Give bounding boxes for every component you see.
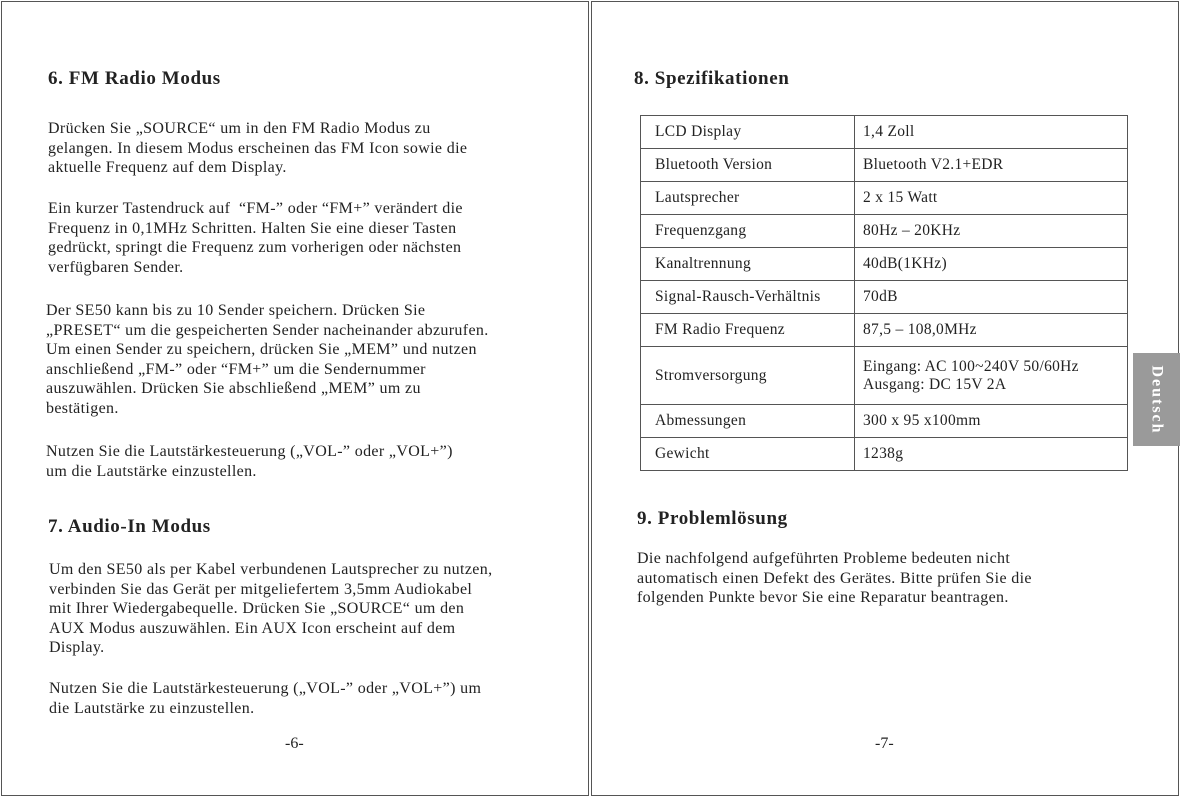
- section-9-heading: 9. Problemlösung: [637, 508, 788, 529]
- table-row: [641, 248, 1128, 281]
- section-6-paragraph-2: [48, 199, 463, 277]
- table-row: [641, 438, 1128, 471]
- spec-value-line: 87,5 – 108,0MHz: [863, 321, 977, 338]
- text-line: verbinden Sie das Gerät per mitgeliefertem 3,5mm Audiokabel: [49, 580, 473, 598]
- section-6-paragraph-1: [48, 119, 467, 178]
- spec-value-line: Ausgang: DC 15V 2A: [863, 375, 1007, 393]
- text-line: verfügbaren Sender.: [48, 258, 184, 276]
- table-row: [641, 281, 1128, 314]
- section-6-paragraph-4: [46, 442, 453, 481]
- section-7-heading: 7. Audio-In Modus: [48, 516, 211, 537]
- spec-value-line: 40dB(1KHz): [863, 255, 947, 272]
- left-page: [1, 1, 589, 796]
- section-8-heading: 8. Spezifikationen: [634, 68, 790, 89]
- spec-value: [855, 314, 1128, 347]
- spec-value: [855, 438, 1128, 471]
- page-number: -6-: [285, 735, 304, 752]
- text-line: Um einen Sender zu speichern, drücken Sie „MEM” und nutzen: [46, 341, 477, 358]
- spec-label: Frequenzgang: [641, 215, 855, 248]
- spec-value-line: 1238g: [863, 445, 904, 462]
- text-line: Nutzen Sie die Lautstärkesteuerung („VOL-” oder „VOL+”): [46, 443, 453, 460]
- text-line: „PRESET“ um die gespeicherten Sender nacheinander abzurufen.: [46, 321, 489, 339]
- text-line: AUX Modus auszuwählen. Ein AUX Icon erscheint auf dem: [49, 619, 456, 637]
- spec-value-line: 300 x 95 x100mm: [863, 412, 981, 429]
- spec-label: LCD Display: [641, 116, 855, 149]
- spec-value-line: Bluetooth V2.1+EDR: [863, 156, 1004, 173]
- spec-value: [855, 405, 1128, 438]
- table-row: [641, 347, 1128, 405]
- spec-value: [855, 281, 1128, 314]
- text-line: anschließend „FM-” oder “FM+” um die Sendernummer: [46, 360, 426, 378]
- text-line: folgenden Punkte bevor Sie eine Reparatur beantragen.: [637, 589, 1009, 606]
- text-line: Ein kurzer Tastendruck auf “FM-” oder “FM+” verändert die: [48, 200, 463, 217]
- spec-label: Bluetooth Version: [641, 149, 855, 182]
- text-line: Drücken Sie „SOURCE“ um in den FM Radio Modus zu: [48, 120, 431, 137]
- section-6-heading: 6. FM Radio Modus: [48, 68, 221, 89]
- spec-label: Abmessungen: [641, 405, 855, 438]
- language-tab: [1133, 353, 1180, 446]
- table-row: [641, 182, 1128, 215]
- text-line: Um den SE50 als per Kabel verbundenen Lautsprecher zu nutzen,: [49, 561, 493, 578]
- page-number: -7-: [875, 735, 894, 752]
- table-row: [641, 314, 1128, 347]
- text-line: aktuelle Frequenz auf dem Display.: [48, 159, 287, 176]
- text-line: Frequenz in 0,1MHz Schritten. Halten Sie eine dieser Tasten: [48, 219, 457, 237]
- spec-value: [855, 182, 1128, 215]
- text-line: gelangen. In diesem Modus erscheinen das FM Icon sowie die: [48, 139, 468, 157]
- text-line: mit Ihrer Wiedergabequelle. Drücken Sie „SOURCE“ um den: [49, 600, 465, 617]
- text-line: Nutzen Sie die Lautstärkesteuerung („VOL-” oder „VOL+”) um: [49, 680, 482, 697]
- spec-value: [855, 215, 1128, 248]
- spec-value-line: 70dB: [863, 288, 898, 305]
- section-7-paragraph-2: [49, 679, 481, 718]
- table-row: [641, 116, 1128, 149]
- table-row: [641, 149, 1128, 182]
- spec-value: [855, 116, 1128, 149]
- specifications-table: [640, 115, 1128, 471]
- spec-label: Gewicht: [641, 438, 855, 471]
- spec-label: Stromversorgung: [641, 347, 855, 405]
- text-line: Display.: [49, 639, 105, 656]
- spec-value: [855, 347, 1128, 405]
- table-row: [641, 215, 1128, 248]
- text-line: um die Lautstärke einzustellen.: [46, 462, 257, 480]
- spec-value: [855, 248, 1128, 281]
- table-row: [641, 405, 1128, 438]
- text-line: auszuwählen. Drücken Sie abschließend „MEM” um zu: [46, 380, 421, 397]
- section-6-paragraph-3: [46, 301, 489, 418]
- right-page: [591, 1, 1179, 796]
- spec-label: Signal-Rausch-Verhältnis: [641, 281, 855, 314]
- spec-value: [855, 149, 1128, 182]
- spec-value-line: 1,4 Zoll: [863, 123, 915, 140]
- spec-value-line: 2 x 15 Watt: [863, 189, 938, 206]
- text-line: automatisch einen Defekt des Gerätes. Bitte prüfen Sie die: [637, 569, 1032, 587]
- spec-value-line: Eingang: AC 100~240V 50/60Hz: [863, 357, 1079, 375]
- text-line: Der SE50 kann bis zu 10 Sender speichern. Drücken Sie: [46, 302, 426, 319]
- spec-label: Lautsprecher: [641, 182, 855, 215]
- spec-label: FM Radio Frequenz: [641, 314, 855, 347]
- text-line: gedrückt, springt die Frequenz zum vorherigen oder nächsten: [48, 239, 462, 256]
- section-7-paragraph-1: [49, 560, 492, 658]
- language-tab-label: Deutsch: [1149, 364, 1167, 435]
- text-line: Die nachfolgend aufgeführten Probleme bedeuten nicht: [637, 550, 1011, 567]
- text-line: die Lautstärke zu einzustellen.: [49, 699, 255, 717]
- spec-label: Kanaltrennung: [641, 248, 855, 281]
- section-9-paragraph-1: [637, 549, 1032, 608]
- text-line: bestätigen.: [46, 399, 119, 417]
- spec-value-line: 80Hz – 20KHz: [863, 222, 961, 239]
